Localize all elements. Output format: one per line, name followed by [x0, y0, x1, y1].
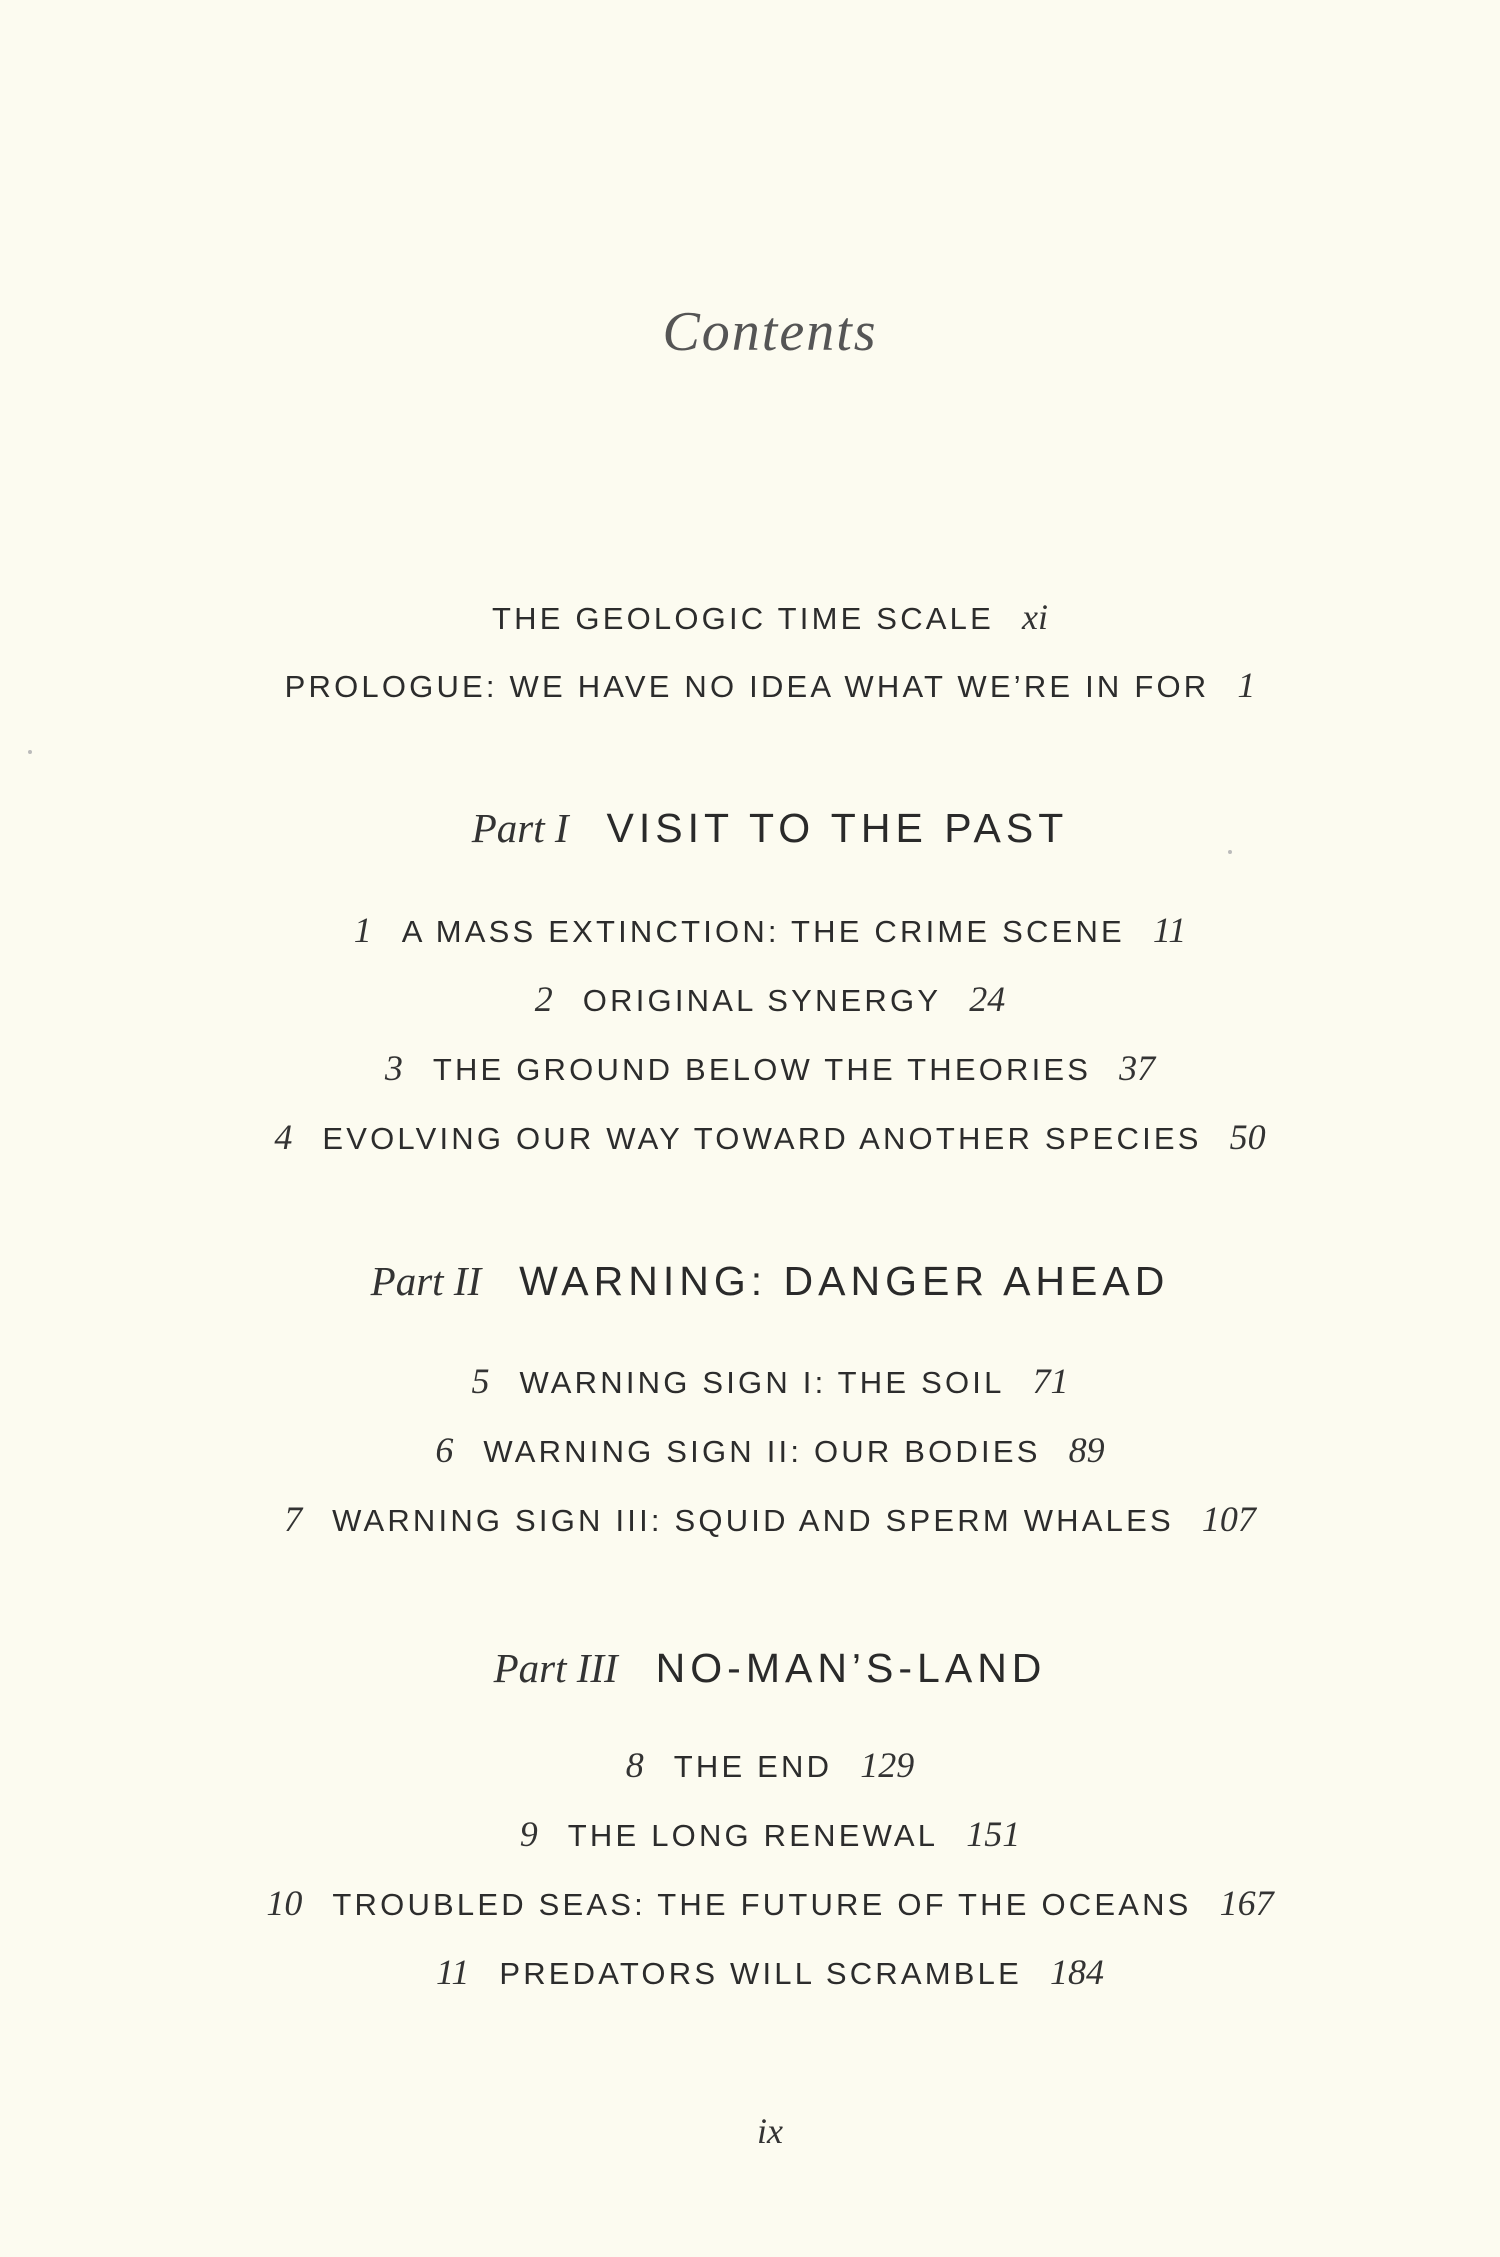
part-heading[interactable]	[0, 804, 1500, 852]
chapter-page: 71	[1032, 1361, 1069, 1401]
chapter-number: 4	[274, 1117, 293, 1157]
chapter-number: 5	[471, 1361, 490, 1401]
chapter-title: PREDATORS WILL SCRAMBLE	[499, 1956, 1022, 1991]
chapter-number: 3	[384, 1048, 403, 1088]
part-title: NO-MAN’S-LAND	[655, 1645, 1047, 1691]
page-title: Contents	[662, 301, 878, 363]
chapter-page: 184	[1049, 1952, 1104, 1992]
chapter-page: 11	[1152, 910, 1187, 950]
chapter-title: THE LONG RENEWAL	[567, 1818, 939, 1853]
part-title: VISIT TO THE PAST	[606, 805, 1069, 851]
toc-entry-chapter[interactable]	[0, 1360, 1500, 1402]
chapter-title: ORIGINAL SYNERGY	[582, 983, 942, 1018]
chapter-number: 7	[284, 1499, 303, 1539]
chapter-page: 37	[1119, 1048, 1156, 1088]
toc-entry-title: PROLOGUE: WE HAVE NO IDEA WHAT WE’RE IN FOR	[284, 669, 1210, 704]
paper-speck	[1228, 850, 1232, 854]
part-label: Part I	[471, 805, 569, 851]
toc-entry-chapter[interactable]	[0, 1744, 1500, 1786]
page-number: ix	[757, 2111, 783, 2151]
toc-entry-title: THE GEOLOGIC TIME SCALE	[492, 601, 994, 636]
chapter-number: 1	[353, 910, 372, 950]
toc-entry-chapter[interactable]	[0, 978, 1500, 1020]
chapter-page: 24	[969, 979, 1006, 1019]
toc-entry-page: 1	[1237, 665, 1256, 705]
chapter-title: WARNING SIGN III: SQUID AND SPERM WHALES	[332, 1503, 1174, 1538]
toc-entry-prologue[interactable]	[0, 664, 1500, 706]
chapter-number: 6	[435, 1430, 454, 1470]
chapter-page: 50	[1229, 1117, 1266, 1157]
part-label: Part II	[370, 1258, 482, 1304]
chapter-number: 9	[519, 1814, 538, 1854]
toc-entry-chapter[interactable]	[0, 1429, 1500, 1471]
chapter-title: THE GROUND BELOW THE THEORIES	[432, 1052, 1092, 1087]
toc-entry-chapter[interactable]	[0, 1951, 1500, 1993]
part-label: Part III	[493, 1645, 618, 1691]
part-heading[interactable]	[0, 1257, 1500, 1305]
chapter-title: A MASS EXTINCTION: THE CRIME SCENE	[401, 914, 1125, 949]
chapter-page: 167	[1219, 1883, 1274, 1923]
chapter-number: 11	[436, 1952, 470, 1992]
chapter-number: 8	[625, 1745, 644, 1785]
toc-entry-page: xi	[1021, 597, 1048, 637]
paper-speck	[28, 750, 32, 754]
chapter-title: WARNING SIGN I: THE SOIL	[519, 1365, 1005, 1400]
chapter-title: EVOLVING OUR WAY TOWARD ANOTHER SPECIES	[322, 1121, 1202, 1156]
chapter-number: 2	[534, 979, 553, 1019]
toc-entry-chapter[interactable]	[0, 1116, 1500, 1158]
toc-entry-chapter[interactable]	[0, 1498, 1500, 1540]
chapter-number: 10	[266, 1883, 303, 1923]
chapter-page: 89	[1068, 1430, 1105, 1470]
chapter-title: TROUBLED SEAS: THE FUTURE OF THE OCEANS	[332, 1887, 1192, 1922]
part-title: WARNING: DANGER AHEAD	[519, 1258, 1170, 1304]
chapter-page: 129	[860, 1745, 915, 1785]
toc-entry-chapter[interactable]	[0, 1813, 1500, 1855]
chapter-page: 107	[1201, 1499, 1256, 1539]
part-heading[interactable]	[0, 1644, 1500, 1692]
toc-entry-front-matter[interactable]	[0, 596, 1500, 638]
toc-entry-chapter[interactable]	[0, 1047, 1500, 1089]
chapter-title: THE END	[673, 1749, 833, 1784]
chapter-title: WARNING SIGN II: OUR BODIES	[483, 1434, 1041, 1469]
toc-entry-chapter[interactable]	[0, 1882, 1500, 1924]
chapter-page: 151	[966, 1814, 1021, 1854]
toc-entry-chapter[interactable]	[0, 909, 1500, 951]
